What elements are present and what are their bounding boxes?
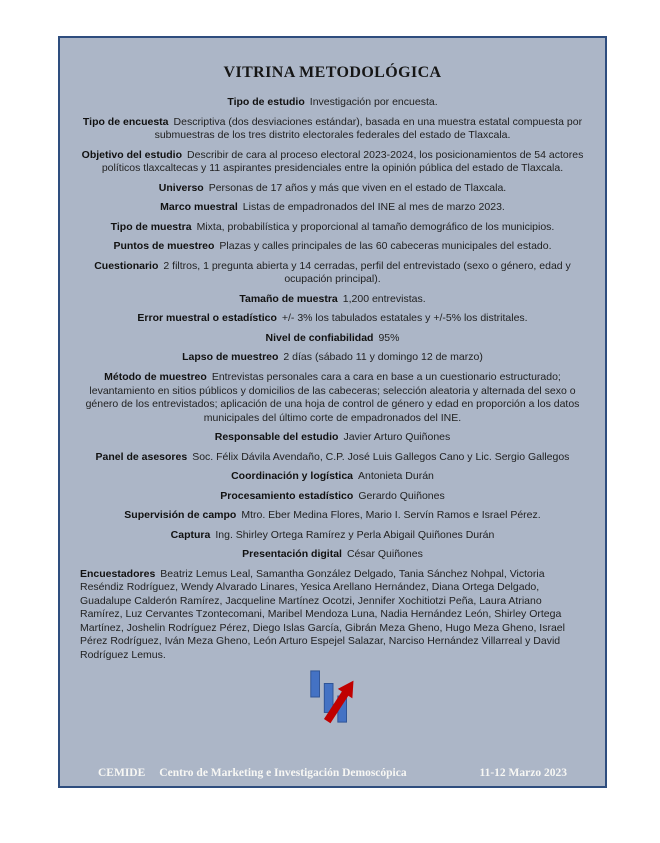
chart-bar-1: [310, 670, 319, 696]
field-value: Mixta, probabilística y proporcional al tamaño demográfico de los municipios.: [196, 220, 555, 233]
field-label: Marco muestral: [160, 201, 238, 214]
field-value: 95%: [378, 331, 400, 344]
field-value: Antonieta Durán: [358, 470, 434, 483]
field-nivel-de-confiabilidad: [80, 332, 585, 346]
field-value: +/- 3% los tabulados estatales y +/-5% los distritales.: [281, 312, 528, 325]
field-value: 2 días (sábado 11 y domingo 12 de marzo): [283, 351, 483, 364]
field-label: Lapso de muestreo: [182, 351, 279, 364]
field-label: Panel de asesores: [95, 450, 188, 463]
field-label: Procesamiento estadístico: [220, 489, 354, 502]
field-presentacion-digital: [80, 548, 585, 562]
footer-bar: [60, 767, 605, 779]
field-label: Presentación digital: [242, 548, 342, 561]
field-value: Plazas y calles principales de las 60 cabeceras municipales del estado.: [219, 240, 552, 253]
report-date: 11-12 Marzo 2023: [479, 767, 567, 779]
field-error-muestral-o-estadistico: [80, 312, 585, 326]
field-value: Investigación por encuesta.: [309, 96, 438, 108]
field-label: Objetivo del estudio: [81, 148, 183, 161]
page-title: VITRINA METODOLÓGICA: [223, 64, 442, 81]
field-value: Mtro. Eber Medina Flores, Mario I. Servín Ramos e Israel Pérez.: [241, 509, 541, 522]
bar-chart-arrow-icon: [301, 669, 365, 725]
logo-wrap: [80, 669, 585, 725]
field-captura: [80, 529, 585, 543]
field-metodo-de-muestreo: [80, 371, 585, 425]
field-tipo-de-estudio: [80, 96, 585, 110]
field-value: Gerardo Quiñones: [358, 489, 445, 502]
field-label: Puntos de muestreo: [113, 240, 215, 253]
field-label: Método de muestreo: [104, 370, 207, 383]
field-label: Encuestadores: [80, 567, 156, 580]
field-value: Describir de cara al proceso electoral 2023-2024, los posicionamientos de 54 actores políticos tlaxcaltecas y 11 aspirantes presidenciales entre la opinión pública del estado de Tlaxcala.: [101, 148, 584, 175]
field-lapso-de-muestreo: [80, 351, 585, 365]
field-responsable-del-estudio: [80, 431, 585, 445]
field-tipo-de-encuesta: [80, 116, 585, 143]
field-value: César Quiñones: [346, 548, 423, 561]
field-panel-de-asesores: [80, 451, 585, 465]
field-label: Responsable del estudio: [214, 431, 339, 444]
field-marco-muestral: [80, 201, 585, 215]
methodology-content: [80, 38, 585, 725]
field-tipo-de-muestra: [80, 221, 585, 235]
footer-org: [98, 767, 407, 779]
field-label: Tipo de estudio: [227, 96, 305, 108]
method-fields: [80, 96, 585, 663]
field-encuestadores: [80, 568, 585, 663]
org-abbreviation: CEMIDE: [98, 767, 146, 779]
field-label: Nivel de confiabilidad: [265, 331, 374, 344]
field-coordinacion-y-logistica: [80, 470, 585, 484]
field-label: Tipo de muestra: [110, 220, 192, 233]
field-label: Universo: [158, 181, 204, 194]
field-tamano-de-muestra: [80, 293, 585, 307]
org-name: Centro de Marketing e Investigación Demoscópica: [159, 767, 407, 779]
field-label: Supervisión de campo: [124, 509, 237, 522]
field-value: Listas de empadronados del INE al mes de marzo 2023.: [242, 201, 505, 214]
field-supervision-de-campo: [80, 509, 585, 523]
field-label: Error muestral o estadístico: [137, 312, 277, 325]
field-label: Cuestionario: [94, 259, 159, 272]
field-value: 1,200 entrevistas.: [342, 292, 426, 305]
field-value: Entrevistas personales cara a cara en base a un cuestionario estructurado; levantamiento en sitios públicos y domicilios de las cabeceras; selección aleatoria y alternada del sexo o género de los entrevistados; aplicación de una hoja de control de género y edad en proporción a los datos municipales del último corte de empadronados del INE.: [85, 370, 580, 424]
field-puntos-de-muestreo: [80, 240, 585, 254]
field-label: Coordinación y logística: [231, 470, 354, 483]
field-label: Captura: [170, 528, 211, 541]
field-procesamiento-estadistico: [80, 490, 585, 504]
field-value: Beatriz Lemus Leal, Samantha González Delgado, Tania Sánchez Nohpal, Victoria Reséndiz Rodríguez, Wendy Alvarado Linares, Yesica Arellano Hernández, Diana Ortega Delgado, Guadalupe Calderón Ramírez, Jacqueline Martínez Ocotzi, Jennifer Xochitiotzi Peña, Laura Atriano Ramírez, Luz Cervantes Tzontecomani, Maribel Mendoza Luna, Nadia Hernández León, Shirley Ortega Martínez, Joshelin Rodríguez Pérez, Diego Islas García, Gibrán Meza Gheno, Hugo Meza Gheno, Israel Pérez Rodríguez, Iván Meza Gheno, León Arturo Espejel Salazar, Narciso Hernández Villarreal y David Rodríguez Lemus.: [80, 567, 565, 661]
field-universo: [80, 182, 585, 196]
field-value: 2 filtros, 1 pregunta abierta y 14 cerradas, perfil del entrevistado (sexo o género, edad y ocupación principal).: [163, 259, 571, 286]
field-value: Personas de 17 años y más que viven en el estado de Tlaxcala.: [208, 181, 507, 194]
field-objetivo-del-estudio: [80, 149, 585, 176]
field-label: Tipo de encuesta: [82, 115, 169, 128]
methodology-panel: [58, 36, 607, 788]
field-cuestionario: [80, 260, 585, 287]
field-label: Tamaño de muestra: [239, 292, 338, 305]
field-value: Descriptiva (dos desviaciones estándar), basada en una muestra estatal compuesta por submuestras de los tres distrito electorales federales del estado de Tlaxcala.: [154, 115, 583, 142]
field-value: Javier Arturo Quiñones: [343, 431, 451, 444]
field-value: Ing. Shirley Ortega Ramírez y Perla Abigail Quiñones Durán: [215, 528, 495, 541]
field-value: Soc. Félix Dávila Avendaño, C.P. José Luis Gallegos Cano y Lic. Sergio Gallegos: [192, 450, 570, 463]
